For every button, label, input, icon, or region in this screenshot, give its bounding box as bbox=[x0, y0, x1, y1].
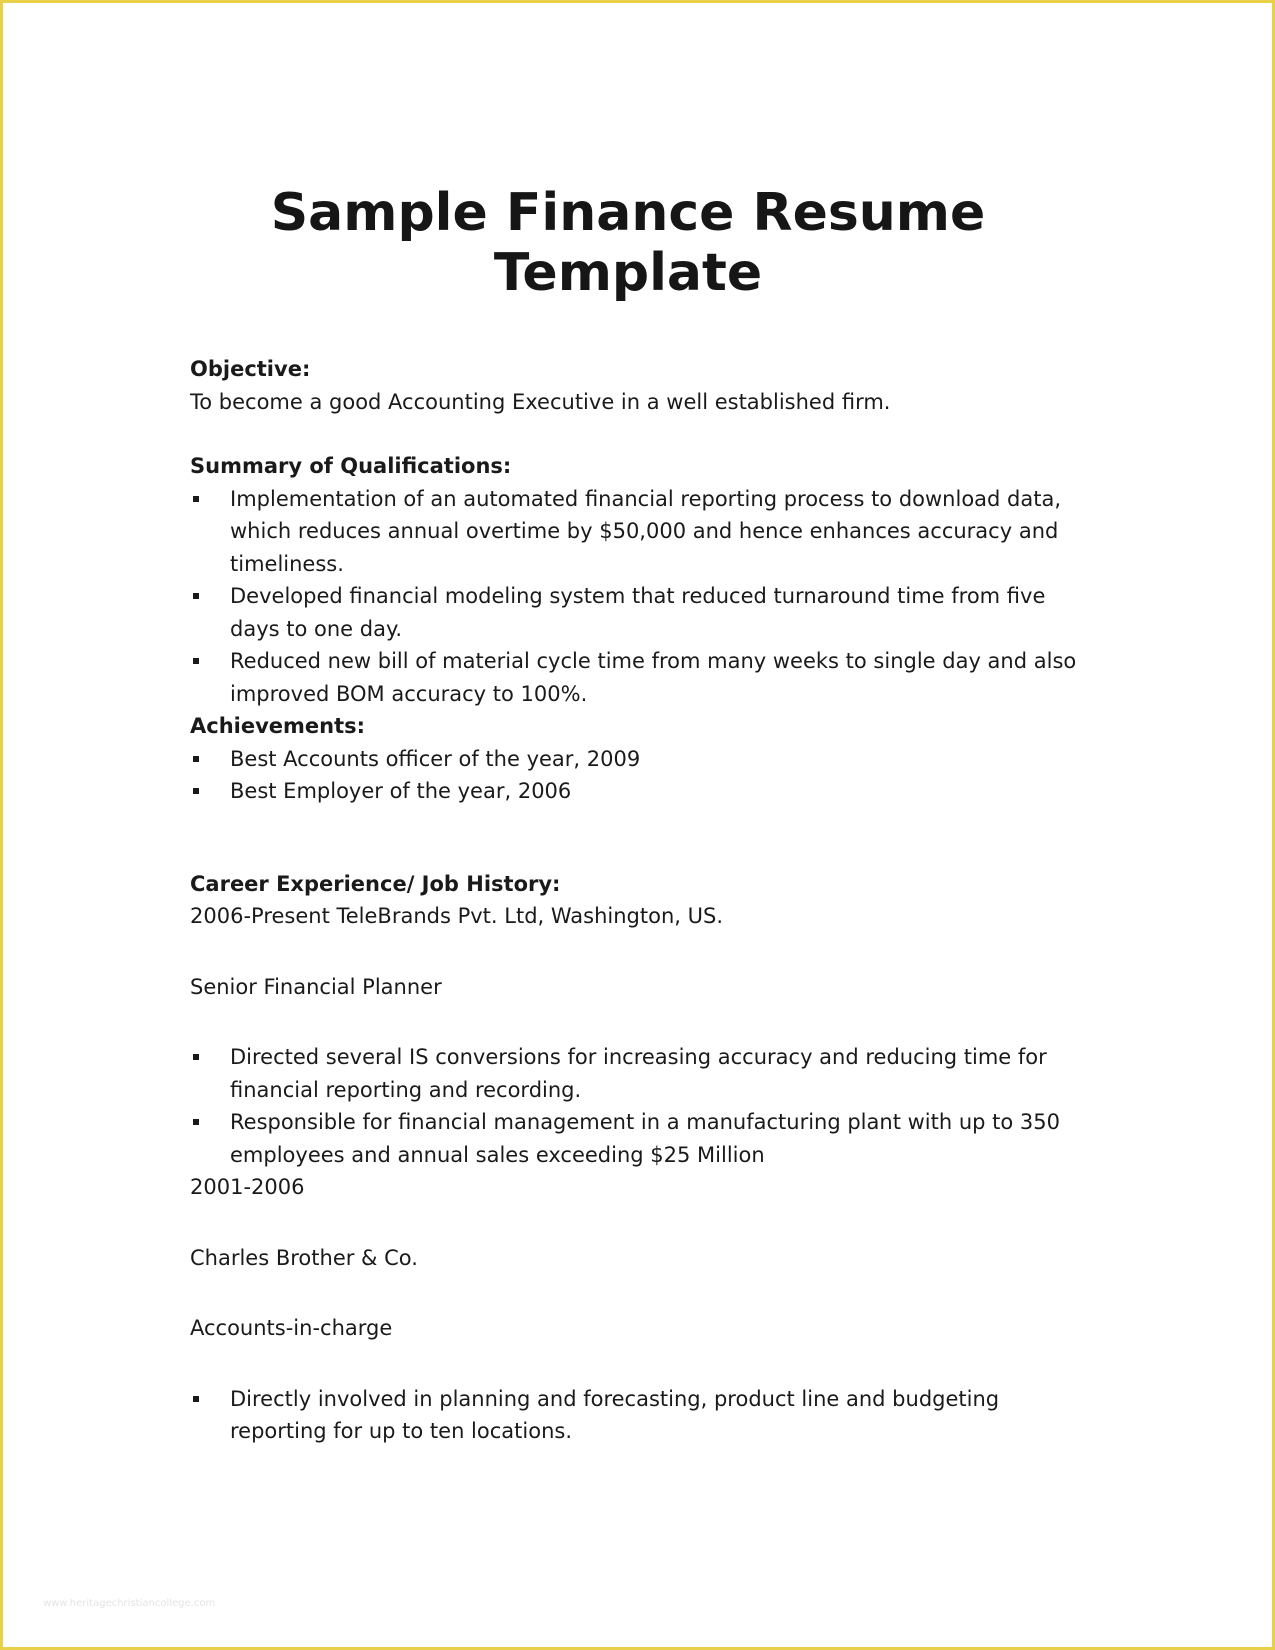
job1-role: Senior Financial Planner bbox=[190, 974, 442, 999]
list-item bbox=[190, 645, 1090, 710]
qualifications-heading: Summary of Qualifications: bbox=[190, 454, 512, 478]
list-item-text: Directly involved in planning and forecasting, product line and budgeting reporting for up to ten locations. bbox=[230, 1386, 1000, 1443]
achievements-section bbox=[190, 710, 1090, 808]
achievements-heading: Achievements: bbox=[190, 714, 366, 738]
bullet-icon bbox=[193, 593, 199, 599]
list-item bbox=[190, 483, 1090, 581]
achievements-list bbox=[190, 743, 1090, 808]
list-item bbox=[190, 775, 1090, 808]
qualifications-section bbox=[190, 450, 1090, 710]
page-title bbox=[178, 183, 1078, 303]
list-item-text: Best Employer of the year, 2006 bbox=[230, 779, 572, 803]
job2-role: Accounts-in-charge bbox=[190, 1316, 393, 1340]
job2-period: 2001-2006 bbox=[190, 1175, 305, 1199]
bullet-icon bbox=[193, 1396, 199, 1402]
objective-heading: Objective: bbox=[190, 357, 311, 381]
bullet-icon bbox=[193, 756, 199, 762]
list-item-text: Best Accounts officer of the year, 2009 bbox=[230, 746, 641, 771]
career-section bbox=[190, 868, 1090, 1448]
list-item-text: Directed several IS conversions for increasing accuracy and reducing time for financial reporting and recording. bbox=[230, 1045, 1047, 1102]
objective-section bbox=[190, 353, 1090, 418]
list-item bbox=[190, 1383, 1090, 1448]
resume-content bbox=[190, 183, 1090, 1448]
list-item-text: Implementation of an automated financial reporting process to download data, which reduces annual overtime by $50,000 and hence enhances accuracy and timeliness. bbox=[230, 486, 1062, 576]
job2-company: Charles Brother & Co. bbox=[190, 1245, 418, 1270]
bullet-icon bbox=[193, 1119, 199, 1125]
list-item-text: Developed financial modeling system that reduced turnaround time from five days to one day. bbox=[230, 584, 1046, 641]
list-item bbox=[190, 743, 1090, 776]
qualifications-list bbox=[190, 483, 1090, 711]
watermark: www.heritagechristiancollege.com bbox=[43, 1598, 216, 1609]
bullet-icon bbox=[193, 658, 199, 664]
list-item bbox=[190, 580, 1090, 645]
list-item bbox=[190, 1106, 1090, 1171]
bullet-icon bbox=[193, 788, 199, 794]
objective-text: To become a good Accounting Executive in a well established firm. bbox=[190, 389, 891, 414]
job1-duties-list bbox=[190, 1041, 1090, 1171]
list-item-text: Reduced new bill of material cycle time from many weeks to single day and also improved BOM accuracy to 100%. bbox=[230, 649, 1077, 706]
job2-duties-list bbox=[190, 1383, 1090, 1448]
list-item bbox=[190, 1041, 1090, 1106]
list-item-text: Responsible for financial management in a manufacturing plant with up to 350 employees and annual sales exceeding $25 Million bbox=[230, 1110, 1060, 1167]
title-line-2: Template bbox=[493, 243, 763, 303]
job1-period-company: 2006-Present TeleBrands Pvt. Ltd, Washington, US. bbox=[190, 904, 724, 928]
career-heading: Career Experience/ Job History: bbox=[190, 871, 561, 896]
title-line-1: Sample Finance Resume bbox=[270, 183, 986, 243]
bullet-icon bbox=[193, 1054, 199, 1060]
bullet-icon bbox=[193, 496, 199, 502]
